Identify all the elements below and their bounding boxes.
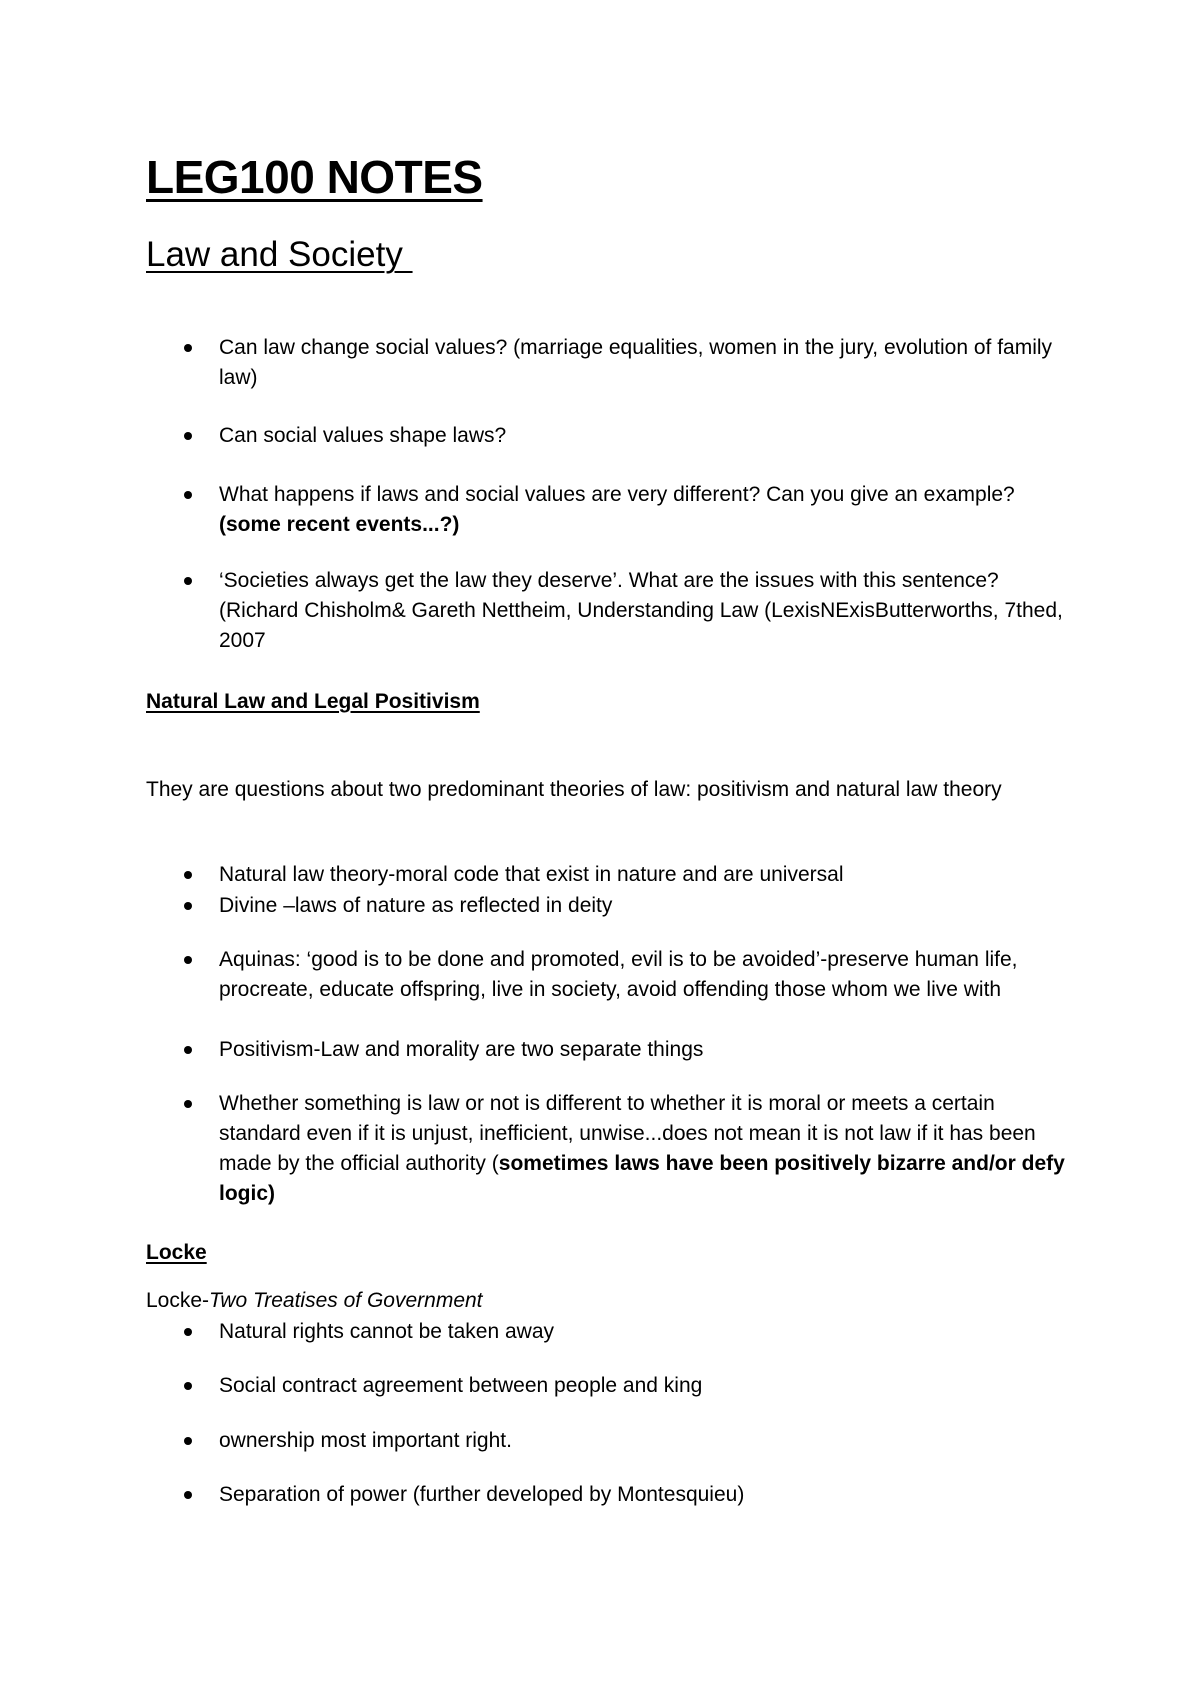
bullet-text: Separation of power (further developed by Montesquieu) <box>219 1483 745 1506</box>
bullet-icon <box>184 491 192 499</box>
bullet-icon <box>184 1328 192 1336</box>
bullet-text-regular: What happens if laws and social values are very different? Can you give an example? <box>219 483 1015 506</box>
locke-intro-book-title: Two Treatises of Government <box>209 1289 483 1312</box>
bullet-text-regular: Whether something is law or not is different to whether it is moral or meets a certain standard even if it is unjust, inefficient, unwise...does not mean it is not law if it has been made by the official authority ( <box>219 1092 1036 1175</box>
bullet-text: Natural law theory-moral code that exist in nature and are universal <box>219 863 844 886</box>
locke-intro-prefix: Locke- <box>146 1289 210 1312</box>
bullet-text-bold: (some recent events...?) <box>219 513 460 536</box>
bullet-icon <box>184 577 192 585</box>
bullet-icon <box>184 1382 192 1390</box>
bullet-text: Social contract agreement between people and king <box>219 1374 703 1397</box>
bullet-icon <box>184 1437 192 1445</box>
section-heading-locke: Locke <box>146 1241 207 1264</box>
bullet-text: Positivism-Law and morality are two separate things <box>219 1038 704 1061</box>
bullet-icon <box>184 1491 192 1499</box>
bullet-text: Can law change social values? (marriage equalities, women in the jury, evolution of family law) <box>219 336 1053 389</box>
bullet-icon <box>184 1046 192 1054</box>
bullet-icon <box>184 871 192 879</box>
bullet-text-bold: sometimes laws have been positively bizarre and/or defy logic) <box>219 1152 1065 1205</box>
bullet-text: Can social values shape laws? <box>219 424 507 447</box>
bullet-icon <box>184 956 192 964</box>
section-title-law-and-society: Law and Society <box>146 235 413 274</box>
bullet-text <box>219 1089 1069 1209</box>
locke-intro <box>146 1286 1026 1316</box>
bullet-text: Aquinas: ‘good is to be done and promoted, evil is to be avoided’-preserve human life, procreate, educate offspring, live in society, avoid offending those whom we live with <box>219 948 1018 1001</box>
bullet-icon <box>184 902 192 910</box>
natural-law-intro: They are questions about two predominant theories of law: positivism and natural law theory <box>146 778 1002 801</box>
bullet-text <box>219 480 1069 540</box>
bullet-text: Natural rights cannot be taken away <box>219 1320 555 1343</box>
section-heading-natural-law: Natural Law and Legal Positivism <box>146 690 480 713</box>
page-title: LEG100 NOTES <box>146 151 483 203</box>
bullet-text: Divine –laws of nature as reflected in deity <box>219 894 613 917</box>
bullet-icon <box>184 344 192 352</box>
bullet-icon <box>184 1100 192 1108</box>
bullet-text: ‘Societies always get the law they deserve’. What are the issues with this sentence? (Richard Chisholm& Gareth Nettheim, Understanding Law (LexisNExisButterworths, 7thed, 2007 <box>219 569 1063 652</box>
bullet-icon <box>184 432 192 440</box>
bullet-text: ownership most important right. <box>219 1429 512 1452</box>
